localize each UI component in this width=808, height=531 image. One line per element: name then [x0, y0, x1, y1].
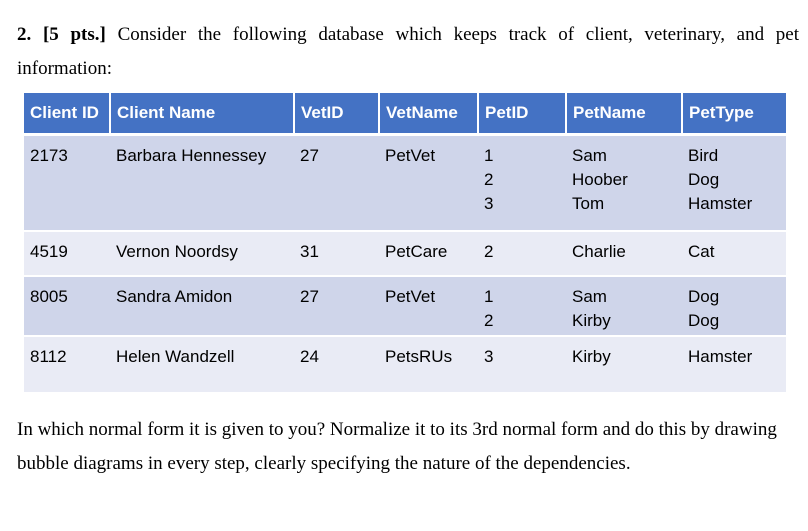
- question-points: [5 pts.]: [42, 24, 106, 45]
- cell-pet-names: [566, 231, 682, 276]
- table-header-row: [24, 93, 786, 135]
- question-prompt: Consider the following database which keeps track of client, veterinary, and pet information:: [17, 24, 799, 79]
- table-row: [24, 231, 786, 276]
- pet-name-value: Charlie: [572, 241, 626, 261]
- pet-name-value: Kirby: [572, 310, 611, 330]
- pet-type-value: Hamster: [688, 194, 753, 213]
- cell-vet-id: 31: [294, 231, 379, 276]
- cell-pet-ids: [478, 336, 566, 394]
- cell-pet-names: [566, 276, 682, 336]
- pet-type-value: Cat: [688, 241, 715, 261]
- header-pet-name: PetName: [566, 93, 682, 135]
- pet-type-value: Dog: [688, 310, 720, 330]
- cell-vet-id: 27: [294, 276, 379, 336]
- pet-type-value: Bird: [688, 146, 719, 165]
- pet-name-value: Tom: [572, 194, 605, 213]
- cell-vet-id: 24: [294, 336, 379, 394]
- cell-vet-id: 27: [294, 135, 379, 231]
- pet-id-value: 2: [484, 241, 494, 261]
- pet-id-value: 3: [484, 194, 494, 213]
- cell-pet-ids: [478, 135, 566, 231]
- header-vet-name: VetName: [379, 93, 478, 135]
- header-vet-id: VetID: [294, 93, 379, 135]
- cell-client-id: 4519: [24, 231, 110, 276]
- cell-pet-ids: [478, 231, 566, 276]
- cell-pet-ids: [478, 276, 566, 336]
- cell-pet-names: [566, 135, 682, 231]
- cell-client-name: Barbara Hennessey: [110, 135, 294, 231]
- cell-client-id: 8005: [24, 276, 110, 336]
- cell-pet-names: [566, 336, 682, 394]
- cell-vet-name: PetCare: [379, 231, 478, 276]
- cell-vet-name: PetVet: [379, 135, 478, 231]
- question-number: 2.: [17, 24, 32, 45]
- cell-client-name: Helen Wandzell: [110, 336, 294, 394]
- pet-name-value: Sam: [572, 286, 607, 306]
- pet-type-value: Dog: [688, 286, 720, 306]
- pet-type-value: Dog: [688, 170, 720, 189]
- table-row: [24, 276, 786, 336]
- cell-vet-name: PetsRUs: [379, 336, 478, 394]
- header-client-id: Client ID: [24, 93, 110, 135]
- pet-id-value: 2: [484, 170, 494, 189]
- cell-pet-types: [682, 135, 786, 231]
- cell-pet-types: [682, 276, 786, 336]
- table-row: [24, 336, 786, 394]
- followup-question: In which normal form it is given to you? Normalize it to its 3rd normal form and do this by drawing bubble diagrams in every step, clearly specifying the nature of the dependencies.: [17, 419, 777, 474]
- pet-name-value: Sam: [572, 146, 607, 165]
- pet-id-value: 3: [484, 346, 494, 366]
- cell-client-id: 2173: [24, 135, 110, 231]
- pet-id-value: 1: [484, 146, 494, 165]
- cell-vet-name: PetVet: [379, 276, 478, 336]
- pet-name-value: Hoober: [572, 170, 628, 189]
- question-text: [17, 18, 799, 86]
- pet-id-value: 2: [484, 310, 494, 330]
- pet-id-value: 1: [484, 286, 494, 306]
- cell-client-id: 8112: [24, 336, 110, 394]
- cell-client-name: Vernon Noordsy: [110, 231, 294, 276]
- client-vet-pet-table: [24, 93, 786, 394]
- pet-type-value: Hamster: [688, 346, 753, 366]
- cell-pet-types: [682, 336, 786, 394]
- header-pet-id: PetID: [478, 93, 566, 135]
- header-client-name: Client Name: [110, 93, 294, 135]
- cell-pet-types: [682, 231, 786, 276]
- table-row: [24, 135, 786, 231]
- pet-name-value: Kirby: [572, 346, 611, 366]
- header-pet-type: PetType: [682, 93, 786, 135]
- cell-client-name: Sandra Amidon: [110, 276, 294, 336]
